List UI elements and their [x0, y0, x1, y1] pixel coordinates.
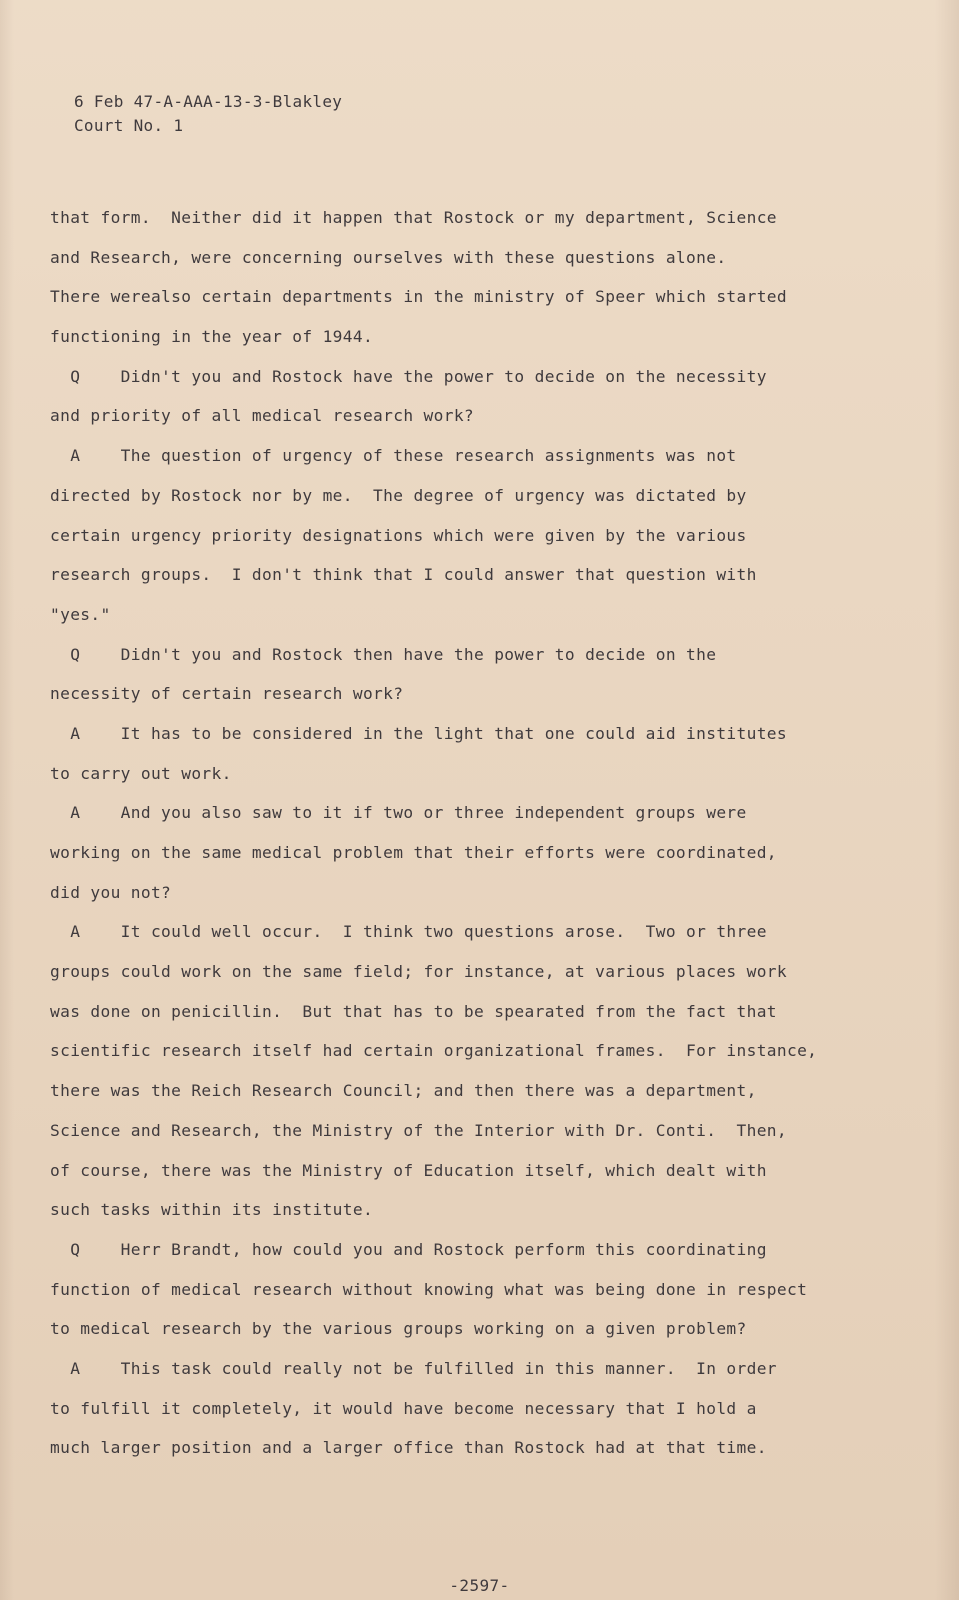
transcript-line: groups could work on the same field; for instance, at various places work — [50, 962, 787, 982]
transcript-line: was done on penicillin. But that has to be spearated from the fact that — [50, 1001, 777, 1021]
transcript-line: A The question of urgency of these research assignments was not — [50, 446, 737, 466]
transcript-line: necessity of certain research work? — [50, 684, 404, 704]
transcript-line: and priority of all medical research work? — [50, 406, 475, 426]
transcript-line: working on the same medical problem that their efforts were coordinated, — [50, 843, 777, 862]
transcript-body — [50, 198, 850, 1468]
transcript-line: "yes." — [50, 604, 111, 624]
transcript-line: to medical research by the various groups working on a given problem? — [50, 1319, 747, 1339]
transcript-line: such tasks within its institute. — [50, 1200, 374, 1220]
transcript-line: A It has to be considered in the light that one could aid institutes — [50, 723, 787, 743]
transcript-line: Q Herr Brandt, how could you and Rostock perform this coordinating — [50, 1239, 767, 1259]
transcript-line: Q Didn't you and Rostock have the power to decide on the necessity — [50, 366, 767, 386]
transcript-line: There werealso certain departments in the ministry of Speer which started — [50, 287, 787, 307]
transcript-line: there was the Reich Research Council; and then there was a department, — [50, 1081, 757, 1101]
transcript-line: Q Didn't you and Rostock then have the power to decide on the — [50, 644, 717, 664]
transcript-line: A It could well occur. I think two questions arose. Two or three — [50, 922, 767, 942]
transcript-line: that form. Neither did it happen that Rostock or my department, Science — [50, 208, 777, 227]
page-number: -2597- — [449, 1576, 510, 1595]
document-header — [74, 90, 342, 138]
transcript-line: Science and Research, the Ministry of the Interior with Dr. Conti. Then, — [50, 1120, 787, 1140]
transcript-line: function of medical research without knowing what was being done in respect — [50, 1279, 808, 1299]
transcript-line: to carry out work. — [50, 763, 232, 783]
transcript-line: and Research, were concerning ourselves with these questions alone. — [50, 247, 727, 267]
header-reference: 6 Feb 47-A-AAA-13-3-Blakley — [74, 92, 343, 111]
transcript-line: A This task could really not be fulfilled in this manner. In order — [50, 1358, 777, 1378]
transcript-line: to fulfill it completely, it would have become necessary that I hold a — [50, 1398, 757, 1418]
transcript-line: certain urgency priority designations which were given by the various — [50, 525, 747, 545]
header-court: Court No. 1 — [74, 116, 184, 135]
transcript-line: much larger position and a larger office than Rostock had at that time. — [50, 1438, 767, 1458]
transcript-line: research groups. I don't think that I could answer that question with — [50, 565, 757, 585]
transcript-line: A And you also saw to it if two or three independent groups were — [50, 803, 747, 823]
transcript-line: did you not? — [50, 882, 172, 902]
transcript-line: directed by Rostock nor by me. The degree of urgency was dictated by — [50, 485, 747, 505]
transcript-line: scientific research itself had certain organizational frames. For instance, — [50, 1041, 818, 1061]
transcript-line: functioning in the year of 1944. — [50, 327, 374, 347]
transcript-line: of course, there was the Ministry of Education itself, which dealt with — [50, 1160, 767, 1180]
